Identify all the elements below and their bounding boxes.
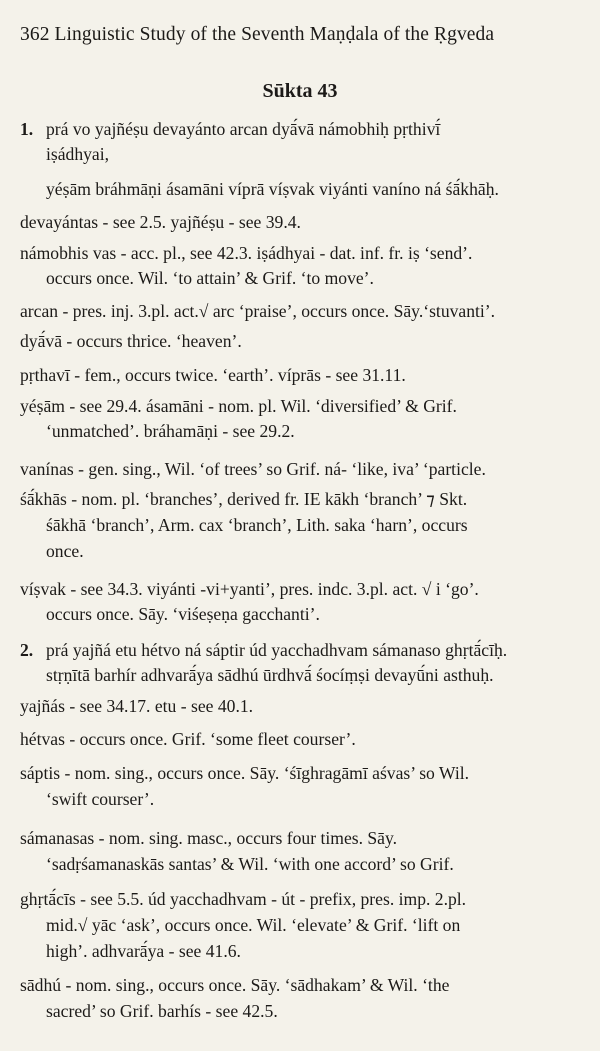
gloss-line: ‘unmatched’. bráhamāṇi - see 29.2.	[46, 421, 295, 441]
gloss-line: sáptis - nom. sing., occurs once. Sāy. ‘śīghragāmī aśvas’ so Wil.	[20, 763, 469, 783]
gloss-line: occurs once. Wil. ‘to attain’ & Grif. ‘to move’.	[46, 268, 374, 288]
gloss-line: yajñás - see 34.17. etu - see 40.1.	[20, 696, 254, 716]
gloss-line: devayántas - see 2.5. yajñéṣu - see 39.4.	[20, 212, 301, 232]
gloss-line: sacred’ so Grif. barhís - see 42.5.	[46, 1001, 278, 1021]
gloss-line: arcan - pres. inj. 3.pl. act.√ arc ‘praise’, occurs once. Sāy.‘stuvanti’.	[20, 301, 496, 321]
gloss-line: yéṣām - see 29.4. ásamāni - nom. pl. Wil. ‘diversified’ & Grif.	[20, 396, 457, 416]
verse-2-line-1: prá yajñá etu hétvo ná sáptir úd yacchadhvam sámanaso ghṛtā́cīḥ.	[46, 640, 508, 660]
verse-1-line-1: prá vo yajñéṣu devayánto arcan dyā́vā námobhiḥ pṛthivī́	[46, 119, 441, 139]
gloss-line: vanínas - gen. sing., Wil. ‘of trees’ so Grif. ná- ‘like, iva’ ‘particle.	[20, 459, 486, 479]
gloss-line: ‘sadṛśamanaskās santas’ & Wil. ‘with one accord’ so Grif.	[46, 854, 454, 874]
gloss-line: hétvas - occurs once. Grif. ‘some fleet courser’.	[20, 729, 356, 749]
verse-1-line-2: iṣádhyai,	[46, 144, 110, 164]
gloss-line: śā́khās - nom. pl. ‘branches’, derived fr. IE kākh ‘branch’ ⁊ Skt.	[20, 489, 468, 509]
running-head: 362 Linguistic Study of the Seventh Maṇḍala of the Ṛgveda	[20, 24, 495, 45]
gloss-line: ‘swift courser’.	[46, 789, 155, 809]
verse-number-1: 1.	[20, 119, 34, 139]
gloss-line: high’. adhvarā́ya - see 41.6.	[46, 941, 241, 961]
gloss-line: pṛthavī - fem., occurs twice. ‘earth’. víprās - see 31.11.	[20, 365, 406, 385]
verse-2-line-2: stṛṇītā barhír adhvarā́ya sādhú ūrdhvā́ śocíṃṣi devayū́ni asthuḥ.	[46, 665, 494, 685]
gloss-line: dyā́vā - occurs thrice. ‘heaven’.	[20, 331, 242, 351]
gloss-line: sámanasas - nom. sing. masc., occurs four times. Sāy.	[20, 828, 398, 848]
gloss-line: ghṛtā́cīs - see 5.5. úd yacchadhvam - út - prefix, pres. imp. 2.pl.	[20, 889, 467, 909]
gloss-line: sādhú - nom. sing., occurs once. Sāy. ‘sādhakam’ & Wil. ‘the	[20, 975, 450, 995]
gloss-line: occurs once. Sāy. ‘viśeṣeṇa gacchanti’.	[46, 604, 320, 624]
gloss-line: mid.√ yāc ‘ask’, occurs once. Wil. ‘elevate’ & Grif. ‘lift on	[46, 915, 461, 935]
gloss-line: once.	[46, 541, 84, 561]
gloss-line: śākhā ‘branch’, Arm. cax ‘branch’, Lith. saka ‘harn’, occurs	[46, 515, 468, 535]
verse-number-2: 2.	[20, 640, 34, 660]
gloss-line: víṣvak - see 34.3. viyánti -vi+yanti’, pres. indc. 3.pl. act. √ i ‘go’.	[20, 579, 479, 599]
sukta-title: Sūkta 43	[262, 80, 338, 102]
verse-1-line-3: yéṣām bráhmāṇi ásamāni víprā víṣvak viyánti vaníno ná śā́khāḥ.	[46, 179, 499, 199]
gloss-line: námobhis vas - acc. pl., see 42.3. iṣádhyai - dat. inf. fr. iṣ ‘send’.	[20, 243, 473, 263]
